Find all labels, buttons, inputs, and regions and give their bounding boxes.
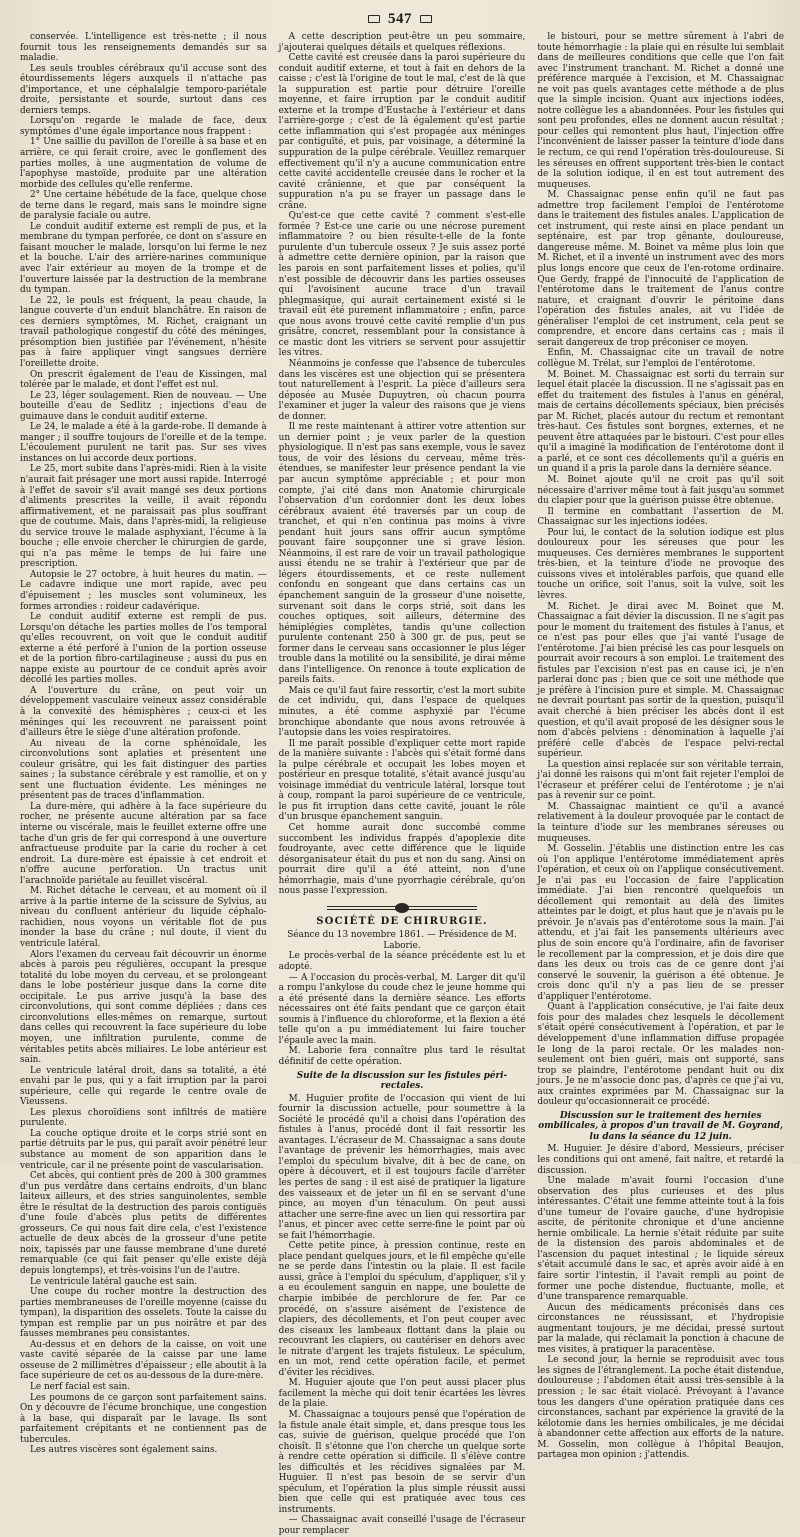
paragraph: Le ventricule latéral gauche est sain. [30, 1276, 198, 1287]
paragraph: M. Boinet ajoute qu'il ne croit pas qu'il soit nécessaire d'arriver même tout à fait jusqu'au sommet du clapier pour que la guérison puisse être obtenue. [537, 474, 785, 507]
paragraph: Cet homme aurait donc succombé comme succombent les individus frappés d'apoplexie dite foudroyante, avec cette différence que le liquide désorganisateur était du pus et non du sang. Ainsi on pourrait dire qu'il a été atteint, non d'une hémorrhagie, mais d'une pyorrhagie cérébrale, qu'on nous passe l'expression. [278, 823, 526, 897]
paragraph: Au niveau de la corne sphénoïdale, les circonvolutions sont aplaties et présentent une couleur grisâtre, qui les fait distinguer des parties saines ; la substance cérébrale y est ramollie, et on y sent une fluctuation évidente. Les méninges ne présentent pas de traces d'inflammation. [20, 738, 267, 802]
paragraph: Cette petite pince, à pression continue, reste en place pendant quelques jours, et le fil empêche qu'elle ne se perde dans l'intestin ou la plaie. Il est facile aussi, grâce à l'emploi du spéculum, d'appliquer, s'il y a eu écoulement sanguin en nappe, une boulette de charpie imbibée de perchlorure de fer. Par ce procédé, on s'assure aisément de l'existence de clapiers, des décollements, et l'on peut couper avec des ciseaux les lambeaux flottant dans la plaie ou recouvrant les clapiers, ou cautériser en dehors avec le nitrate d'argent les trajets fistuleux. Le spéculum, en un mot, rend cette opération facile, et permet d'éviter les récidives. [278, 1241, 526, 1378]
paragraph: Une coupe du rocher montre la destruction des parties membraneuses de l'oreille moyenne (caisse du tympan), la disparition des osselets. Toute la caisse du tympan est remplie par un pus noirâtre et par des fausses membranes peu consistantes. [20, 1287, 267, 1340]
paragraph: Alors l'examen du cerveau fait découvrir un énorme abcès à parois peu régulières, occupant la presque totalité du lobe moyen du cerveau, et se prolongeant dans le lobe postérieur jusque dans la corne dite occipitale. Le pus arrive jusqu'à la base des circonvolutions, qui sont comme dépliées ; dans ces circonvolutions elles-mêmes on remarque, surtout dans celles qui recouvrent la face supérieure du lobe moyen, une infiltration purulente, comme de véritables petits abcès miliaires. Le lobe antérieur est sain. [20, 949, 267, 1066]
paragraph: M. Huguier ajoute que l'on peut aussi placer plus facilement la mèche qui doit tenir écartées les lèvres de la plaie. [278, 1378, 526, 1410]
paragraph: Pour lui, le contact de la solution iodique est plus douloureux pour les séreuses que pour les muqueuses. Ces dernières membranes le supportent très-bien, et la teinture d'iode ne provoque des cuissons vives et intolérables parfois, que quand elle touche un orifice, soit l'anus, soit la vulve, soit les lèvres. [537, 527, 785, 601]
section-title: SOCIÉTÉ DE CHIRURGIE. [316, 915, 488, 927]
paragraph: Cet abcès, qui contient près de 200 à 300 grammes d'un pus verdâtre dans certains endroits, d'un blanc laiteux ailleurs, et des stries sanguinolentes, semble être le résultat de la destruction des parois contiguës d'une foule d'abcès plus petits de différentes grosseurs. Ce qui nous fait dire cela, c'est l'existence actuelle de deux abcès de la grosseur d'une petite noix, tapissés par une fausse membrane d'une dureté remarquable (ce qui fait penser qu'elle existe déjà depuis longtemps), et très-voisins l'un de l'autre. [20, 1171, 267, 1276]
column-2-discussion [279, 1094, 526, 1537]
paragraph: Néanmoins je confesse que l'absence de tubercules dans les viscères est une objection qui se présentera tout naturellement à l'esprit. La pièce d'ailleurs sera déposée au Musée Dupuytren, où chacun pourra l'examiner et juger la valeur des raisons que je viens de donner. [278, 358, 526, 422]
page-number: 547 [380, 11, 420, 28]
paragraph: 2° Une certaine hébétude de la face, quelque chose de terne dans le regard, mais sans le moindre signe de paralysie faciale ou autre. [20, 190, 267, 222]
paragraph: — Chassaignac avait conseillé l'usage de l'écraseur pour remplacer [278, 1515, 526, 1537]
paragraph: Qu'est-ce que cette cavité ? comment s'est-elle formée ? Est-ce une carie ou une nécrose purement inflammatoire ? ou bien résulte-t-elle de la fonte purulente d'un tubercule osseux ? Je suis assez porté à admettre cette dernière opinion, par la raison que les parois en sont parfaitement lisses et polies, qu'il n'est possible de découvrir dans les parties osseuses qui l'avoisinent aucune trace d'un travail phlegmasique, qui aurait certainement existé si le travail eût été purement inflammatoire ; enfin, parce que nous avons trouvé cette cavité remplie d'un pus grisâtre, concret, ressemblant pour la consistance à ce mastic dont les vitriers se servent pour assujettir les vitres. [278, 211, 526, 359]
paragraph: Au-dessus et en dehors de la caisse, on voit une vaste cavité séparée de la caisse par une lame osseuse de 2 millimètres d'épaisseur ; elle aboutit à la face supérieure de cet os au-dessous de la dure-mère. [20, 1339, 267, 1382]
paragraph: La question ainsi replacée sur son véritable terrain, j'ai donné les raisons qui m'ont fait rejeter l'emploi de l'écraseur et préférer celui de l'entérotome ; je n'ai pas à revenir sur ce point. [537, 759, 785, 802]
paragraph: M. Richet détache le cerveau, et au moment où il arrive à la partie interne de la scissure de Sylvius, au niveau du confluent antérieur du liquide céphalo-rachidien, nous voyons un véritable flot de pus inonder la base du crâne ; nul doute, il vient du ventricule latéral. [20, 886, 267, 950]
minutes-paragraph: Le procès-verbal de la séance précédente est lu et adopté. [278, 951, 526, 973]
paragraph: Le conduit auditif externe est rempli de pus, et la membrane du tympan perforée, ce dont on s'assure en faisant moucher le malade, lorsqu'on lui ferme le nez et la bouche. L'air des arrière-narines communique avec l'air extérieur au moyen de la trompe et de l'ouverture laissée par la destruction de la membrane du tympan. [20, 221, 267, 296]
paragraph: Il termine en combattant l'assertion de M. Chassaignac sur les injections iodées. [537, 506, 785, 528]
paragraph: M. Richet. Je dirai avec M. Boinet que M. Chassaignac a fait dévier la discussion. Il ne s'agit pas pour le moment du traitement des fistules à l'anus, et ce n'est pas pour elles que j'ai vanté l'usage de l'entérotome. J'ai bien précisé les cas pour lesquels on pourrait avoir recours à son emploi. Le traitement des fistules par l'excision n'est pas en cause ici, je n'en parlerai donc pas ; bien que ce soit une méthode que je préfère à l'incision pure et simple. M. Chassaignac ne devrait pourtant pas sortir de la question, puisqu'il avait cherché à bien préciser les abcès dont il est question, et qu'il avait proposé de les désigner sous le nom d'abcès pelviens : dénomination à laquelle j'ai préféré celle d'abcès de l'espace pelvi-rectal supérieur. [537, 601, 785, 760]
paragraph: Le 23, léger soulagement. Rien de nouveau. — Une bouteille d'eau de Sedlitz ; injections d'eau de guimauve dans le conduit auditif externe. [20, 390, 267, 422]
paragraph: M. Huguier. Je désire d'abord, Messieurs, préciser les conditions qui ont amené, fait naître, et retardé la discussion. [537, 1144, 785, 1176]
hernia-subheading: Discussion sur le traitement des hernies ombilicales, à propos d'un travail de M. Goyrand, lu dans la séance du 12 juin. [538, 1110, 784, 1142]
paragraph: Autopsie le 27 octobre, à huit heures du matin. — Le cadavre indique une mort rapide, avec peu d'épuisement ; les muscles sont volumineux, les formes arrondies : roideur cadavérique. [20, 569, 267, 612]
page-header [0, 6, 800, 32]
column-2-article [279, 32, 526, 897]
paragraph: Une malade m'avait fourni l'occasion d'une observation des plus curieuses et des plus intéressantes. C'était une femme atteinte tout à la fois d'une tumeur de l'ovaire gauche, d'une hydropisie ascite, de péritonite chronique et d'une ancienne hernie ombilicale. La hernie s'était réduite par suite de la distension des parois abdominales et de l'ascension du paquet intestinal ; le liquide séreux s'était accumulé dans le sac, et après avoir aidé à en faire sortir l'intestin, il l'avait rempli au point de former une poche distendue, fluctuante, molle, et d'une transparence remarquable. [537, 1176, 785, 1303]
paragraph: M. Boinet. M. Chassaignac est sorti du terrain sur lequel était placée la discussion. Il ne s'agissait pas en effet du traitement des fistules à l'anus en général, mais de certains décollements spéciaux, bien précisés par M. Richet, placés autour du rectum et remontant très-haut. Ces fistules sont borgnes, externes, et ne peuvent être attaquées par le bistouri. C'est pour elles qu'il a imaginé la modification de l'entérotome dont il a parlé, et ce sont ces décollements qu'il a guéris en un quand il a pris la parole dans la dernière séance. [537, 369, 785, 475]
column-2 [278, 32, 526, 1537]
paragraph: Les autres viscères sont également sains. [30, 1445, 218, 1456]
paragraph: Cette cavité est creusée dans la paroi supérieure du conduit auditif externe, et tout à fait en dehors de la caisse ; c'est là l'origine de tout le mal, c'est de là que la suppuration est partie pour détruire l'oreille moyenne, et faire irruption par le conduit auditif externe et la trompe d'Eustache à l'extérieur et dans l'arrière-gorge ; c'est de là également qu'est partie cette inflammation qui s'est propagée aux méninges par contiguïté, et puis, par voisinage, a déterminé la suppuration de la pulpe cérébrale. Veuillez remarquer effectivement qu'il n'y a aucune communication entre cette cavité accidentelle creusée dans le rocher et la cavité crânienne, et que par conséquent la suppuration n'a pu se frayer un passage dans le crâne. [278, 53, 526, 211]
laborie-paragraph: M. Laborie fera connaître plus tard le résultat définitif de cette opération. [278, 1046, 526, 1067]
paragraph: Il me reste maintenant à attirer votre attention sur un dernier point ; je veux parler de la question physiologique. Il n'est pas sans exemple, vous le savez tous, de voir des lésions du cerveau, même très-étendues, se manifester leur présence pendant la vie par aucun symptôme appréciable ; et pour mon compte, j'ai cité dans mon Anatomie chirurgicale l'observation d'un cordonnier dont les deux lobes cérébraux avaient été traversés par un coup de tranchet, et qui n'en continua pas moins à vivre pendant huit jours sans offrir aucun symptôme pouvant faire soupçonner une si grave lésion. Néanmoins, il est rare de voir un travail pathologique aussi étendu ne se trahir à l'extérieur que par de légers étourdissements, et ce reste nullement confondu en songeant que dans certains cas un épanchement sanguin de la grosseur d'une noisette, survenant soit dans le corps strié, soit dans les couches optiques, soit ailleurs, détermine des hémiplégies complètes, tandis qu'une collection purulente contenant 250 à 300 gr. de pus, peut se former dans le cerveau sans occasionner le plus léger trouble dans la motilité ou la sensibilité, je dirai même dans l'intelligence. On renonce à toute explication de pareils faits. [278, 422, 526, 686]
paragraph: Le nerf facial est sain. [30, 1382, 131, 1392]
paragraph: Le ventricule latéral droit, dans sa totalité, a été envahi par le pus, qui y a fait irruption par la paroi supérieure, celle qui regarde le centre ovale de Vieussens. [20, 1065, 267, 1108]
paragraph: La dure-mère, qui adhère à la face supérieure du rocher, ne présente aucune altération par sa face interne ou viscérale, mais le feuillet externe offre une tache d'un gris de fer qui correspond à une ouverture anfractueuse produite par la carie du rocher à cet endroit. La dure-mère est épaissie à cet endroit et n'offre aucune perforation. Un tractus unit l'arachnoïde pariétale au feuillet viscéral. [20, 801, 267, 886]
paragraph: M. Chassaignac maintient ce qu'il a avancé relativement à la douleur provoquée par le contact de la teinture d'iode sur les membranes séreuses ou muqueuses. [537, 801, 785, 844]
column-3-hernia [537, 1144, 784, 1460]
section-divider [279, 902, 526, 914]
paragraph: Lorsqu'on regarde le malade de face, deux symptômes d'une égale importance nous frappent : [20, 116, 267, 137]
discussion-subheading: Suite de la discussion sur les fistules péri-rectales. [296, 1070, 508, 1092]
paragraph: M. Huguier profite de l'occasion qui vient de lui fournir la discussion actuelle, pour soumettre à la Société le procédé qu'il a choisi dans l'opération des fistules à l'anus, procédé dont il fait ressortir les avantages. L'écraseur de M. Chassaignac a sans doute l'avantage de prévenir les hémorrhagies, mais avec l'emploi du spéculum bivalve, dit à bec de cane, on opère à découvert, et il est toujours facile d'arrêter les pertes de sang : il est aisé de pratiquer la ligature des vaisseaux et de jeter un fil en se servant d'une pince, au moyen d'un ténaculum. On peut aussi attacher une serre-fine avec un lien qui ressortira par l'anus, et pincer avec cette serre-fine le point par où se fait l'hémorrhagie. [278, 1093, 526, 1241]
paragraph: Le 22, le pouls est fréquent, la peau chaude, la langue couverte d'un enduit blanchâtre. En raison de ces derniers symptômes, M. Richet, craignant un travail pathologique congestif du côté des méninges, présomption bien justifiée par l'événement, n'hésite pas à faire appliquer vingt sangsues derrière l'oreillette droite. [20, 295, 267, 369]
paragraph: A cette description peut-être un peu sommaire, j'ajouterai quelques détails et quelques réflexions. [278, 32, 526, 53]
paragraph: Mais ce qu'il faut faire ressortir, c'est la mort subite de cet individu, qui, dans l'espace de quelques minutes, a été comme asphyxié par l'écume bronchique abondante que nous avons retrouvée à l'autopsie dans les voies respiratoires. [278, 685, 526, 739]
ankylosis-paragraph: — A l'occasion du procès-verbal, M. Larger dit qu'il a rompu l'ankylose du coude chez le jeune homme qui a été présenté dans la dernière séance. Les efforts nécessaires ont été faits pendant que ce garçon était soumis à l'influence du chloroforme, et la flexion a été telle qu'on a pu immédiatement lui faire toucher l'épaule avec la main. [278, 972, 526, 1046]
paragraph: Les seuls troubles cérébraux qu'il accuse sont des étourdissements légers auxquels il n'attache pas d'importance, et une céphalalgie temporo-pariétale droite, persistante et sourde, surtout dans ces derniers temps. [20, 63, 267, 116]
paragraph: Quant à l'application consécutive, je l'ai faite deux fois pour des malades chez lesquels le décollement s'était opéré consécutivement à l'opération, et par le développement d'une inflammation diffuse propagée le long de la paroi rectale. Or les malades non-seulement ont bien guéri, mais ont supporté, sans trop se plaindre, l'entérotome pendant huit ou dix jours. Je ne m'associe donc pas, d'après ce que j'ai vu, aux craintes exprimées par M. Chassaignac sur la douleur qu'occasionnerait ce procédé. [537, 1002, 785, 1108]
paragraph: Aucun des médicaments préconisés dans ces circonstances ne réussissant, et l'hydropisie augmentant toujours, je me décidai, pressé surtout par la malade, qui réclamait la ponction à chacune de mes visites, à pratiquer la paracentèse. [537, 1302, 785, 1355]
column-1 [20, 32, 267, 1456]
paragraph: M. Gosselin. J'établis une distinction entre les cas où l'on applique l'entérotome immédiatement après l'opération, et ceux où on l'applique consécutivement. Je n'ai pas eu l'occasion de faire l'application immédiate. J'ai bien rencontré quelquefois un décollement qui remontait au delà des limites atteintes par le doigt, et plus haut que je n'avais pu le prévoir. Je n'avais pas d'entérotome sous la main. J'ai attendu, et j'ai fait les pansements ultérieurs avec plus de soin encore qu'à l'ordinaire, afin de favoriser le recollement par la compression, et je dois dire que dans les deux ou trois cas de ce genre dont j'ai conservé le souvenir, la guérison a été obtenue. Je crois donc qu'il n'y a pas lieu de se presser d'appliquer l'entérotome. [537, 844, 785, 1002]
paragraph: M. Chassaignac pense enfin qu'il ne faut pas admettre trop facilement l'emploi de l'entérotome dans le traitement des fistules anales. L'application de cet instrument, qui reste ainsi en place pendant un septénaire, est par trop gênante, douloureuse, dangereuse même. M. Boinet va même plus loin que M. Richet, et il a inventé un instrument avec des mors plus longs encore que ceux de l'en-rotome ordinaire. Que Gerdy, frappé de l'innocuité de l'application de l'entérotome dans le traitement de l'anus contre nature, et craignant d'ouvrir le péritoine dans l'opération des fistules anales, ait vu l'idée de généraliser l'emploi de cet instrument, cela peut se comprendre, et encore dans certains cas ; mais il serait dangereux de trop préconiser ce moyen. [537, 190, 785, 348]
paragraph: A l'ouverture du crâne, on peut voir un développement vasculaire veineux assez considérable à la convexité des hémisphères ; ceux-ci et les méninges qui les recouvrent ne paraissent point d'ailleurs être le siège d'une altération profonde. [20, 685, 267, 739]
paragraph: 1° Une saillie du pavillon de l'oreille à sa base et en arrière, ce qui ferait croire, avec le gonflement des parties molles, à une augmentation de volume de l'apophyse mastoïde, produite par une altération morbide des cellules qu'elle renferme. [20, 137, 267, 190]
paragraph: Il me paraît possible d'expliquer cette mort rapide de la manière suivante : l'abcès qui s'était formé dans la pulpe cérébrale et occupait les lobes moyen et postérieur en presque totalité, s'était avancé jusqu'au voisinage immédiat du ventricule latéral, lorsque tout à coup, rompant la paroi supérieure de ce ventricule, le pus fit irruption dans cette cavité, jouant le rôle d'un brusque épanchement sanguin. [278, 738, 526, 823]
paragraph: le bistouri, pour se mettre sûrement à l'abri de toute hémorrhagie : la plaie qui en résulte lui semblait dans de meilleures conditions que celle que l'on fait avec l'instrument tranchant. M. Richet a donné une préférence marquée à l'excision, et M. Chassaignac ne voit pas quels avantages cette méthode a de plus que la simple incision. Quant aux injections iodées, notre collègue les a abandonnées. Pour les fistules qui sont peu profondes, elles ne donnent aucun résultat ; pour celles qui remontent plus haut, l'injection offre l'inconvénient de laisser passer la teinture d'iode dans le rectum, ce qui rend l'opération très-douloureuse. Si les séreuses en offrent supportent très-bien le contact de la solution iodique, il en est tout autrement des muqueuses. [537, 32, 785, 190]
paragraph: Le conduit auditif externe est rempli de pus. Lorsqu'on détache les parties molles de l'os temporal qu'elles recouvrent, on voit que le conduit auditif externe a été perforé à l'union de la portion osseuse et de la portion fibro-cartilagineuse ; aussi du pus en nappe existe au pourtour de ce conduit après avoir décollé les parties molles. [20, 612, 267, 686]
column-3 [537, 32, 785, 1461]
paragraph: Le second jour, la hernie se reproduisit avec tous les signes de l'étranglement. La poche était distendue, douloureuse ; l'abdomen était aussi très-sensible à la pression ; le sac était violacé. Prévoyant à l'avance tous les dangers d'une opération pratiquée dans ces circonstances, sachant par expérience la gravité de la kélotomie dans les hernies ombilicales, je me décidai à abandonner cette affection aux efforts de la nature. M. Gosselin, mon collègue à l'hôpital Beaujon, partagea mon opinion ; j'attendis. [537, 1355, 785, 1461]
paragraph: conservée. L'intelligence est très-nette ; il nous fournit tous les renseignements demandés sur sa maladie. [20, 32, 267, 64]
paragraph: On prescrit également de l'eau de Kissingen, mal tolérée par le malade, et dont l'effet est nul. [20, 369, 267, 391]
session-line: Séance du 13 novembre 1861. — Présidence de M. Laborie. [287, 930, 517, 951]
paragraph: M. Chassaignac a toujours pensé que l'opération de la fistule anale était simple, et, dans presque tous les cas, suivie de guérison, quelque procédé que l'on choisît. Il s'étonne que l'on cherche un quelque sorte à rendre cette opération si difficile. Il s'élève contre les difficultés et les récidives signalées par M. Huguier. Il n'est pas besoin de se servir d'un spéculum, et l'opération la plus simple réussit aussi bien que celle qui est pratiquée avec tous ces instruments. [278, 1410, 526, 1515]
column-3-discussion [537, 32, 784, 1108]
paragraph: Le 25, mort subite dans l'après-midi. Rien à la visite n'aurait fait présager une mort aussi rapide. Interrogé à l'effet de savoir s'il avait mangé ses deux portions d'aliments prescrites la veille, il avait répondu affirmativement, et ne paraissait pas plus souffrant que de coutume. Mais, dans l'après-midi, la religieuse du service trouve le malade asphyxiant, l'écume à la bouche ; elle envoie chercher le chirurgien de garde, qui n'a pas même le temps de lui faire une prescription. [20, 464, 267, 570]
paragraph: La couche optique droite et le corps strié sont en partie détruits par le pus, qui paraît avoir pénétré leur substance au moment de son apparition dans le ventricule, car il ne présente point de vascularisation. [20, 1128, 267, 1171]
paragraph: Enfin, M. Chassaignac cite un travail de notre collègue M. Trélat, sur l'emploi de l'entérotome. [537, 348, 785, 369]
text-columns [20, 32, 785, 1537]
paragraph: Le 24, le malade a été à la garde-robe. Il demande à manger ; il souffre toujours de l'oreille et de la tempe. L'écoulement purulent ne tarit pas. Sur ses vives instances on lui accorde deux portions. [20, 422, 267, 464]
paragraph: Les plexus choroïdiens sont infiltrés de matière purulente. [20, 1107, 267, 1129]
paragraph: Les poumons de ce garçon sont parfaitement sains. On y découvre de l'écume bronchique, une congestion à la base, qui disparaît par le lavage. Ils sont parfaitement crépitants et ne contiennent pas de tubercules. [20, 1392, 267, 1445]
